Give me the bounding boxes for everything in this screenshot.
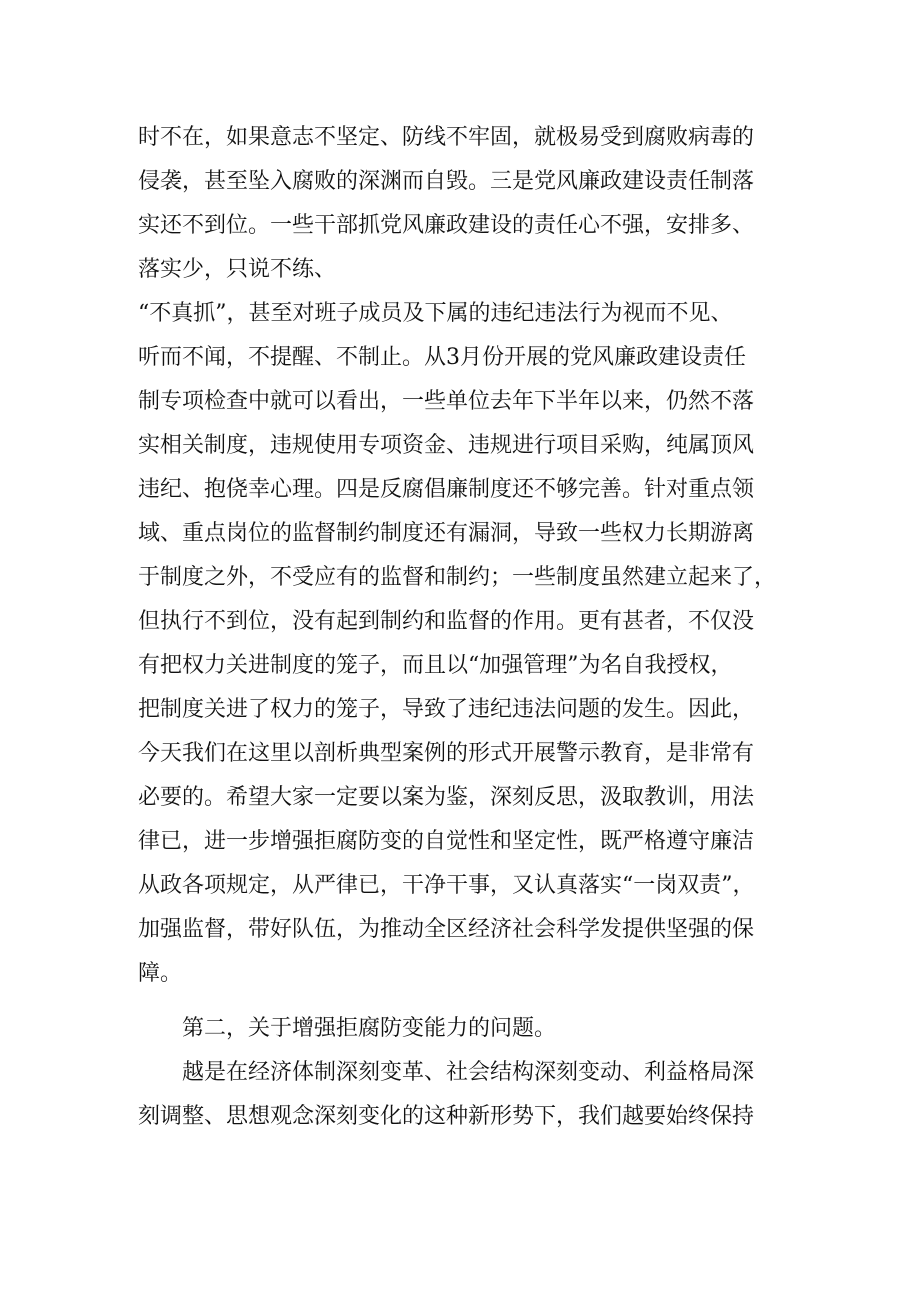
text-line: 从政各项规定，从严律已，干净干事，又认真落实“一岗双责”， [138, 873, 755, 898]
text-line: 于制度之外，不受应有的监督和制约；一些制度虽然建立起来了， [138, 565, 777, 590]
text-line: 必要的。希望大家一定要以案为鉴，深刻反思，汲取教训，用法 [138, 785, 755, 810]
text-line: 违纪、抱侥幸心理。四是反腐倡廉制度还不够完善。针对重点领 [138, 477, 755, 502]
text-line: 有把权力关进制度的笼子，而且以“加强管理”为名自我授权， [138, 653, 733, 678]
text-line: 域、重点岗位的监督制约制度还有漏洞，导致一些权力长期游离 [138, 521, 755, 546]
text-line: 时不在，如果意志不坚定、防线不牢固，就极易受到腐败病毒的 [138, 125, 755, 150]
text-line: 律已，进一步增强拒腐防变的自觉性和坚定性，既严格遵守廉洁 [138, 829, 755, 854]
text-line: “不真抓”，甚至对班子成员及下属的违纪违法行为视而不见、 [138, 301, 733, 326]
text-line: 把制度关进了权力的笼子，导致了违纪违法问题的发生。因此， [138, 697, 755, 722]
text-line: 侵袭，甚至坠入腐败的深渊而自毁。三是党风廉政建设责任制落 [138, 169, 755, 194]
text-line: 但执行不到位，没有起到制约和监督的作用。更有甚者，不仅没 [138, 609, 755, 634]
text-line: 越是在经济体制深刻变革、社会结构深刻变动、利益格局深 [182, 1060, 755, 1085]
text-line: 实还不到位。一些干部抓党风廉政建设的责任心不强，安排多、 [138, 213, 755, 238]
text-line: 实相关制度，违规使用专项资金、违规进行项目采购，纯属顶风 [138, 433, 755, 458]
text-line: 听而不闻，不提醒、不制止。从3月份开展的党风廉政建设责任 [138, 345, 746, 370]
text-line: 落实少，只说不练、 [138, 257, 337, 282]
text-line: 刻调整、思想观念深刻变化的这种新形势下，我们越要始终保持 [138, 1104, 755, 1129]
section-heading: 第二，关于增强拒腐防变能力的问题。 [182, 1016, 557, 1041]
text-line: 今天我们在这里以剖析典型案例的形式开展警示教育，是非常有 [138, 741, 755, 766]
text-line: 障。 [138, 961, 183, 986]
text-line: 制专项检查中就可以看出，一些单位去年下半年以来，仍然不落 [138, 389, 755, 414]
text-line: 加强监督，带好队伍，为推动全区经济社会科学发提供坚强的保 [138, 917, 755, 942]
